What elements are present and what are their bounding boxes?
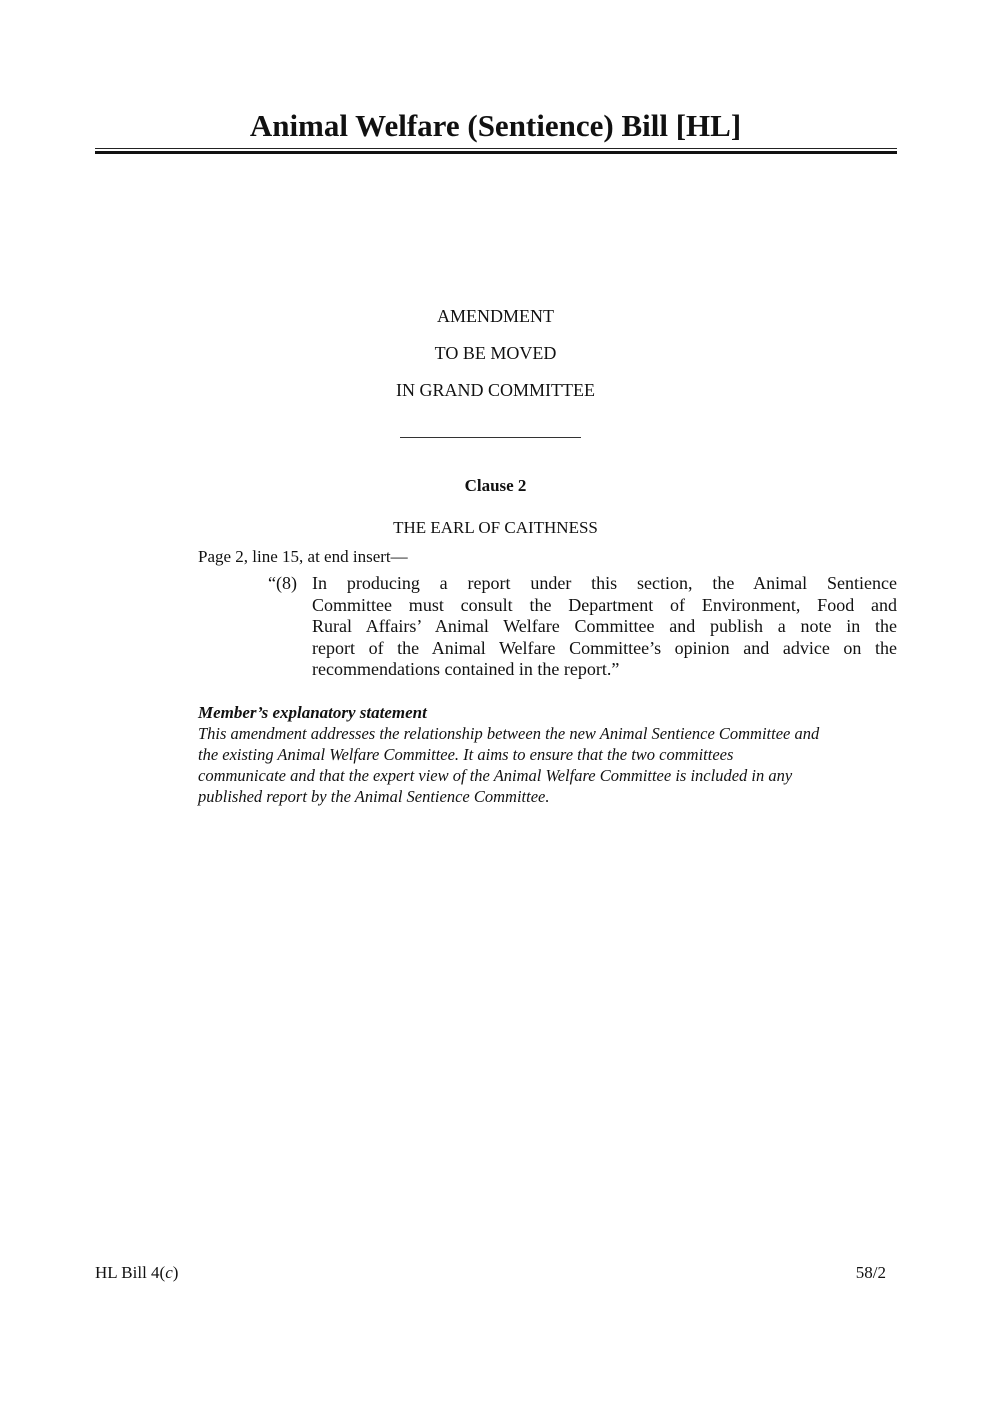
- bill-number-prefix: HL Bill 4(: [95, 1263, 166, 1282]
- explanatory-statement-line: communicate and that the expert view of the Animal Welfare Committee is included in any: [198, 766, 793, 785]
- mover-name: THE EARL OF CAITHNESS: [393, 518, 598, 537]
- amendment-line: In producing a report under this section, the Animal Sentience: [312, 573, 897, 593]
- section-divider: [400, 437, 581, 438]
- title-rule-thick: [95, 151, 897, 154]
- subsection-number: “(8): [268, 573, 297, 593]
- explanatory-statement-line: published report by the Animal Sentience Committee.: [198, 787, 550, 806]
- amendment-line: Rural Affairs’ Animal Welfare Committee and publish a note in the: [312, 616, 897, 636]
- bill-number: [95, 1263, 178, 1283]
- explanatory-statement-line: This amendment addresses the relationship between the new Animal Sentience Committee and: [198, 724, 820, 743]
- document-title: Animal Welfare (Sentience) Bill [HL]: [249, 108, 742, 143]
- bill-number-suffix: ): [172, 1263, 179, 1282]
- explanatory-statement-line: the existing Animal Welfare Committee. It aims to ensure that the two committees: [198, 745, 734, 764]
- amendment-instruction: Page 2, line 15, at end insert—: [198, 547, 408, 566]
- amendment-line: report of the Animal Welfare Committee’s opinion and advice on the: [312, 637, 897, 658]
- heading-to-be-moved: TO BE MOVED: [434, 343, 557, 363]
- amendment-line: Committee must consult the Department of Environment, Food and: [312, 594, 897, 615]
- explanatory-statement-heading: Member’s explanatory statement: [198, 703, 427, 722]
- title-rule-thin: [95, 148, 897, 149]
- clause-heading: Clause 2: [464, 476, 527, 495]
- page-reference: 58/2: [855, 1263, 886, 1282]
- bill-number-letter: c: [165, 1263, 173, 1282]
- heading-amendment: AMENDMENT: [437, 306, 554, 326]
- heading-grand-committee: IN GRAND COMMITTEE: [396, 380, 595, 400]
- amendment-line: recommendations contained in the report.”: [312, 659, 620, 679]
